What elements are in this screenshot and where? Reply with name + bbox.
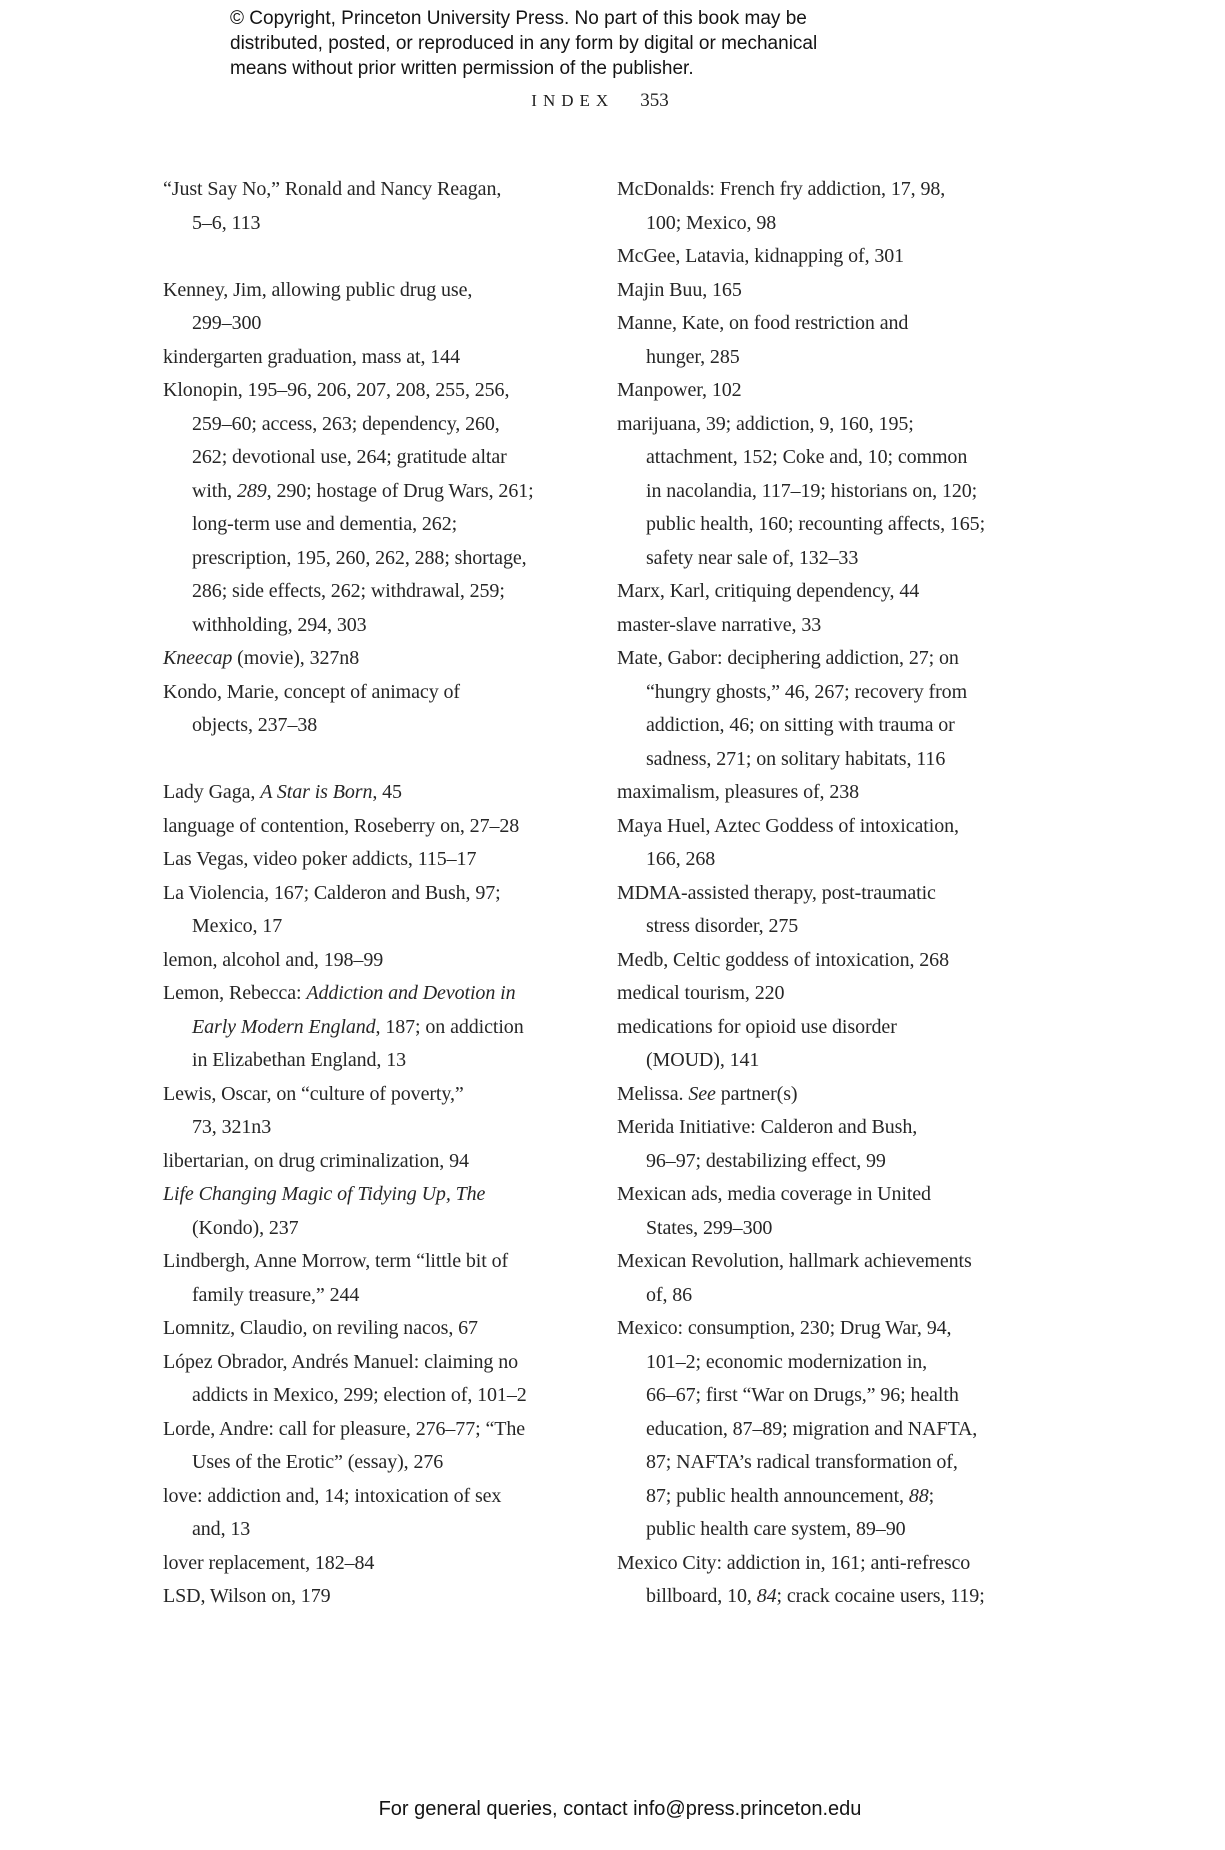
index-line: LSD, Wilson on, 179 <box>163 1585 331 1607</box>
index-line: Manpower, 102 <box>617 379 742 401</box>
index-line: family treasure,” 244 <box>192 1283 360 1306</box>
index-line: (Kondo), 237 <box>192 1216 299 1239</box>
index-line: hunger, 285 <box>646 345 740 368</box>
index-entry <box>163 642 617 676</box>
index-entry <box>163 1480 617 1547</box>
index-line: Manne, Kate, on food restriction and <box>617 312 909 334</box>
index-line: Lorde, Andre: call for pleasure, 276–77; “The <box>163 1417 526 1440</box>
index-entry <box>617 307 1067 374</box>
index-line: Majin Buu, 165 <box>617 278 742 301</box>
index-entry <box>163 341 617 375</box>
index-line: Mexican Revolution, hallmark achievements <box>617 1250 972 1272</box>
index-line: States, 299–300 <box>646 1216 773 1239</box>
index-title: INDEX <box>531 91 615 110</box>
copyright-line: © Copyright, Princeton University Press. No part of this book may be <box>230 8 807 29</box>
index-entry <box>617 374 1067 408</box>
index-entry <box>617 575 1067 609</box>
index-line: 299–300 <box>192 312 262 334</box>
index-entry <box>163 676 617 743</box>
index-line: Lindbergh, Anne Morrow, term “little bit of <box>163 1250 509 1272</box>
index-entry <box>617 173 1067 240</box>
index-line: sadness, 271; on solitary habitats, 116 <box>646 747 946 770</box>
index-entry <box>163 1346 617 1413</box>
index-line: Lewis, Oscar, on “culture of poverty,” <box>163 1082 464 1105</box>
index-line: 66–67; first “War on Drugs,” 96; health <box>646 1384 959 1406</box>
index-line: medications for opioid use disorder <box>617 1015 897 1038</box>
index-line: and, 13 <box>192 1518 251 1540</box>
index-line: Lemon, Rebecca: Addiction and Devotion in <box>163 982 516 1004</box>
index-entry <box>617 810 1067 877</box>
index-columns <box>163 173 1067 1614</box>
index-line: 262; devotional use, 264; gratitude altar <box>192 446 507 468</box>
index-entry <box>163 944 617 978</box>
index-line: 96–97; destabilizing effect, 99 <box>646 1149 886 1172</box>
index-entry <box>617 240 1067 274</box>
index-line: Mexico, 17 <box>192 915 283 937</box>
index-line: 87; NAFTA’s radical transformation of, <box>646 1451 958 1473</box>
copyright-line: distributed, posted, or reproduced in any form by digital or mechanical <box>230 33 818 54</box>
index-line: Klonopin, 195–96, 206, 207, 208, 255, 256, <box>163 379 510 401</box>
index-entry <box>163 977 617 1078</box>
index-line: in Elizabethan England, 13 <box>192 1049 407 1071</box>
copyright-notice <box>230 6 817 81</box>
index-entry <box>617 274 1067 308</box>
index-line: marijuana, 39; addiction, 9, 160, 195; <box>617 412 914 435</box>
index-entry <box>617 1312 1067 1547</box>
copyright-line: means without prior written permission of the publisher. <box>230 58 694 79</box>
index-entry <box>617 1111 1067 1178</box>
index-entry <box>617 408 1067 576</box>
index-line: long-term use and dementia, 262; <box>192 513 458 535</box>
index-entry <box>163 1413 617 1480</box>
index-line: 73, 321n3 <box>192 1116 272 1138</box>
index-line: Early Modern England, 187; on addiction <box>192 1015 524 1038</box>
index-line: 5–6, 113 <box>192 211 261 234</box>
page-number: 353 <box>640 90 669 111</box>
index-entry <box>163 776 617 810</box>
index-entry <box>617 1078 1067 1112</box>
index-line: prescription, 195, 260, 262, 288; shortage, <box>192 546 527 569</box>
index-column-right <box>617 173 1067 1614</box>
index-line: public health care system, 89–90 <box>646 1518 906 1540</box>
index-line: addicts in Mexico, 299; election of, 101–2 <box>192 1384 527 1406</box>
index-line: Las Vegas, video poker addicts, 115–17 <box>163 848 477 870</box>
index-line: Kneecap (movie), 327n8 <box>163 647 360 669</box>
index-entry <box>617 642 1067 776</box>
index-entry <box>163 1312 617 1346</box>
index-line: Mexico City: addiction in, 161; anti-refresco <box>617 1551 971 1574</box>
index-line: of, 86 <box>646 1283 693 1306</box>
index-line: Mexico: consumption, 230; Drug War, 94, <box>617 1317 952 1339</box>
index-line: Life Changing Magic of Tidying Up, The <box>163 1183 486 1205</box>
page-header <box>0 90 1200 112</box>
index-line: lover replacement, 182–84 <box>163 1551 375 1574</box>
index-entry <box>617 609 1067 643</box>
index-line: objects, 237–38 <box>192 714 318 736</box>
index-line: attachment, 152; Coke and, 10; common <box>646 446 968 468</box>
index-line: maximalism, pleasures of, 238 <box>617 781 860 803</box>
index-line: Lomnitz, Claudio, on reviling nacos, 67 <box>163 1317 478 1339</box>
index-line: safety near sale of, 132–33 <box>646 546 859 569</box>
index-entry <box>163 1547 617 1581</box>
index-line: withholding, 294, 303 <box>192 613 367 636</box>
index-line: Kondo, Marie, concept of animacy of <box>163 680 460 703</box>
index-entry <box>163 173 617 240</box>
index-line: McGee, Latavia, kidnapping of, 301 <box>617 245 905 267</box>
index-line: Maya Huel, Aztec Goddess of intoxication, <box>617 814 959 837</box>
index-line: public health, 160; recounting affects, 165; <box>646 513 986 535</box>
index-line: 259–60; access, 263; dependency, 260, <box>192 412 500 435</box>
index-line: Lady Gaga, A Star is Born, 45 <box>163 781 402 803</box>
index-line: stress disorder, 275 <box>646 915 799 937</box>
index-line: libertarian, on drug criminalization, 94 <box>163 1149 469 1172</box>
index-entry <box>617 1178 1067 1245</box>
index-line: “hungry ghosts,” 46, 267; recovery from <box>646 680 968 703</box>
index-entry <box>163 877 617 944</box>
index-line: Mate, Gabor: deciphering addiction, 27; on <box>617 647 959 669</box>
index-line: with, 289, 290; hostage of Drug Wars, 261; <box>192 479 534 502</box>
index-line: in nacolandia, 117–19; historians on, 120; <box>646 479 978 502</box>
index-entry <box>163 274 617 341</box>
index-line: La Violencia, 167; Calderon and Bush, 97; <box>163 881 501 904</box>
index-entry <box>163 1145 617 1179</box>
index-entry <box>163 810 617 844</box>
footer-contact-line: For general queries, contact info@press.princeton.edu <box>378 1798 862 1820</box>
index-entry <box>163 1178 617 1245</box>
index-entry <box>163 1245 617 1312</box>
index-entry <box>617 1011 1067 1078</box>
index-line: Marx, Karl, critiquing dependency, 44 <box>617 580 920 602</box>
index-entry <box>163 843 617 877</box>
index-entry <box>617 1245 1067 1312</box>
index-line: 101–2; economic modernization in, <box>646 1350 928 1373</box>
index-line: 286; side effects, 262; withdrawal, 259; <box>192 580 505 602</box>
index-entry <box>163 1580 617 1614</box>
index-line: López Obrador, Andrés Manuel: claiming no <box>163 1350 519 1373</box>
index-column-left <box>163 173 617 1614</box>
index-line: education, 87–89; migration and NAFTA, <box>646 1417 978 1440</box>
index-line: McDonalds: French fry addiction, 17, 98, <box>617 178 946 200</box>
index-line: Kenney, Jim, allowing public drug use, <box>163 278 473 301</box>
index-line: billboard, 10, 84; crack cocaine users, 119; <box>646 1585 985 1607</box>
index-line: Merida Initiative: Calderon and Bush, <box>617 1116 918 1138</box>
index-line: 100; Mexico, 98 <box>646 211 777 234</box>
index-line: “Just Say No,” Ronald and Nancy Reagan, <box>163 178 502 200</box>
index-line: addiction, 46; on sitting with trauma or <box>646 714 955 736</box>
index-entry <box>163 1078 617 1145</box>
index-entry <box>617 877 1067 944</box>
index-line: 87; public health announcement, 88; <box>646 1484 935 1507</box>
index-line: medical tourism, 220 <box>617 982 785 1004</box>
index-line: love: addiction and, 14; intoxication of sex <box>163 1484 502 1507</box>
index-line: Mexican ads, media coverage in United <box>617 1183 931 1205</box>
index-line: MDMA-assisted therapy, post-traumatic <box>617 881 936 904</box>
index-entry <box>617 1547 1067 1614</box>
index-entry <box>163 374 617 642</box>
index-line: Medb, Celtic goddess of intoxication, 268 <box>617 948 949 971</box>
index-entry <box>617 944 1067 978</box>
index-line: Melissa. See partner(s) <box>617 1082 798 1105</box>
index-entry <box>617 977 1067 1011</box>
index-line: 166, 268 <box>646 848 716 870</box>
index-line: lemon, alcohol and, 198–99 <box>163 948 384 971</box>
index-line: (MOUD), 141 <box>646 1049 760 1071</box>
index-entry <box>617 776 1067 810</box>
index-line: Uses of the Erotic” (essay), 276 <box>192 1451 444 1473</box>
index-line: language of contention, Roseberry on, 27–28 <box>163 814 520 837</box>
index-line: master-slave narrative, 33 <box>617 613 822 636</box>
index-line: kindergarten graduation, mass at, 144 <box>163 345 460 368</box>
